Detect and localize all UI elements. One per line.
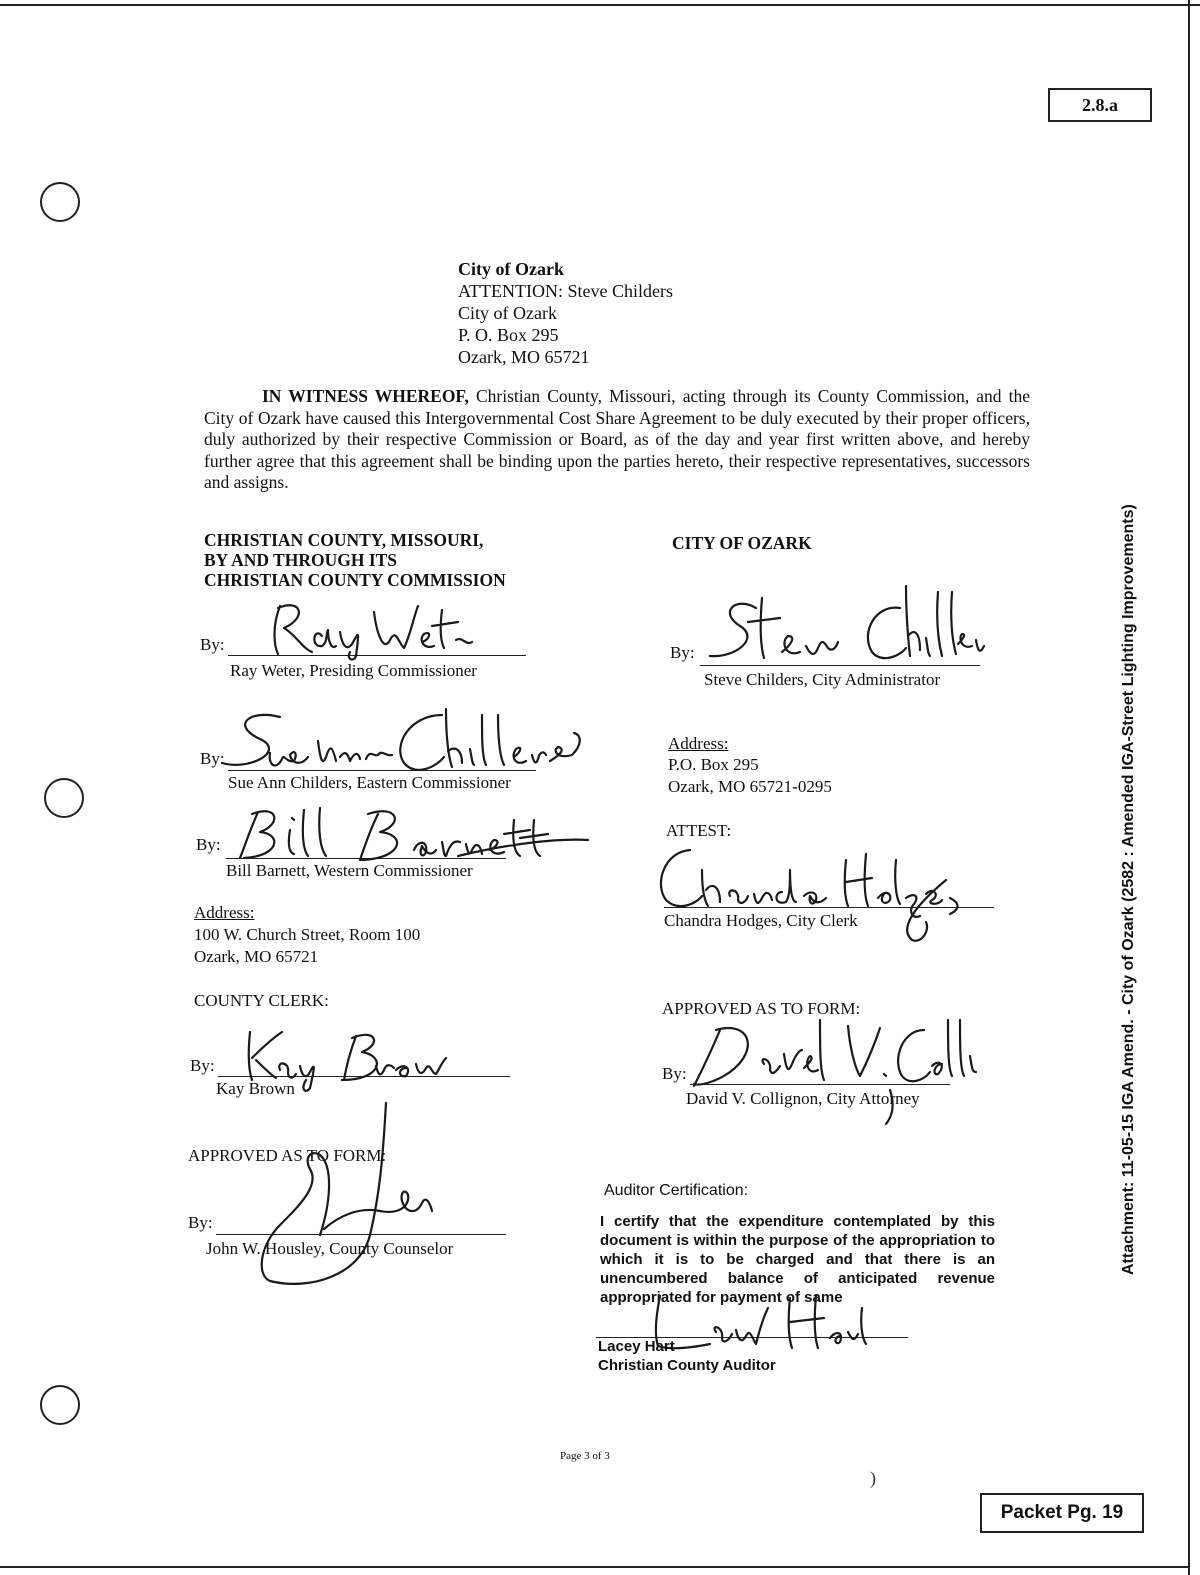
- address-line-3: Ozark, MO 65721: [458, 347, 590, 367]
- county-address-label: Address:: [194, 903, 255, 922]
- county-approved-label: APPROVED AS TO FORM:: [188, 1146, 387, 1165]
- witness-text: Christian County, Missouri, acting through its County Commission, and the City of Ozark have caused this Intergovernmental Cost Share Agreement to be duly executed by their proper officers, duly authorized by their respective Commission or Board, as of the day and year first written above, and hereby further agree that this agreement shall be binding upon the parties hereto, their respective representatives, successors and assigns.: [204, 386, 1031, 493]
- county-clerk-label: COUNTY CLERK:: [194, 991, 329, 1010]
- signature-david-collignon: [680, 1010, 980, 1130]
- by-label-john: By:: [188, 1213, 213, 1232]
- city-address-line-2: Ozark, MO 65721-0295: [668, 777, 832, 796]
- signature-ray-weter: [262, 596, 492, 661]
- signer-bill-barnett: Bill Barnett, Western Commissioner: [226, 861, 473, 880]
- county-heading-line-1: CHRISTIAN COUNTY, MISSOURI,: [204, 530, 484, 550]
- county-heading: [204, 530, 506, 590]
- scan-mark: ): [870, 1468, 876, 1488]
- county-heading-line-3: CHRISTIAN COUNTY COMMISSION: [204, 570, 506, 590]
- by-label-bill: By:: [196, 835, 221, 854]
- by-label-david: By:: [662, 1064, 687, 1083]
- signer-ray-weter: Ray Weter, Presiding Commissioner: [230, 661, 477, 680]
- city-attorney-name: David V. Collignon, City Attorney: [686, 1089, 920, 1108]
- county-heading-line-2: BY AND THROUGH ITS: [204, 550, 398, 570]
- auditor-role: Christian County Auditor: [598, 1357, 776, 1374]
- packet-page: Packet Pg. 19: [980, 1493, 1144, 1533]
- signer-steve-childers: Steve Childers, City Administrator: [704, 670, 941, 689]
- auditor-name: Lacey Hart: [598, 1338, 675, 1355]
- by-label-sue: By:: [200, 749, 225, 768]
- address-attention: ATTENTION: Steve Childers: [458, 281, 673, 301]
- attest-label: ATTEST:: [666, 821, 732, 840]
- city-heading: CITY OF OZARK: [672, 533, 812, 553]
- address-name: City of Ozark: [458, 259, 564, 279]
- by-label-ray: By:: [200, 635, 225, 654]
- address-line-1: City of Ozark: [458, 303, 557, 323]
- witness-paragraph: [204, 386, 1030, 494]
- signature-john-housley: [250, 1095, 450, 1295]
- signer-sue-ann-childers: Sue Ann Childers, Eastern Commissioner: [228, 773, 511, 792]
- city-clerk-name: Chandra Hodges, City Clerk: [664, 911, 858, 930]
- county-counselor-name: John W. Housley, County Counselor: [206, 1239, 454, 1258]
- city-address-label: Address:: [668, 734, 729, 753]
- page-edge-bottom: [0, 1566, 1190, 1568]
- address-block: [458, 258, 673, 368]
- by-label-steve: By:: [670, 643, 695, 662]
- address-line-2: P. O. Box 295: [458, 325, 559, 345]
- punch-hole-top: [40, 182, 80, 222]
- signature-lacey-hart: [640, 1288, 880, 1358]
- punch-hole-bottom: [40, 1385, 80, 1425]
- witness-lead: IN WITNESS WHEREOF,: [262, 386, 469, 406]
- city-approved-label: APPROVED AS TO FORM:: [662, 999, 861, 1018]
- county-address-line-1: 100 W. Church Street, Room 100: [194, 925, 421, 944]
- signature-steve-childers: [700, 578, 980, 673]
- agenda-tag: 2.8.a: [1048, 88, 1152, 122]
- county-address-line-2: Ozark, MO 65721: [194, 947, 319, 966]
- page-number: Page 3 of 3: [560, 1450, 610, 1462]
- city-address-line-1: P.O. Box 295: [668, 755, 759, 774]
- by-label-kay: By:: [190, 1056, 215, 1075]
- page-edge-right: [1188, 0, 1190, 1575]
- county-clerk-name: Kay Brown: [216, 1079, 295, 1098]
- auditor-title: Auditor Certification:: [604, 1182, 749, 1199]
- page-edge-top: [0, 4, 1200, 6]
- auditor-text: I certify that the expenditure contemplated by this document is within the purpose of the appropriation to which it is to be charged and that there is an unencumbered balance of anticipated revenue appropriated for payment of same: [600, 1213, 995, 1306]
- punch-hole-middle: [44, 778, 84, 818]
